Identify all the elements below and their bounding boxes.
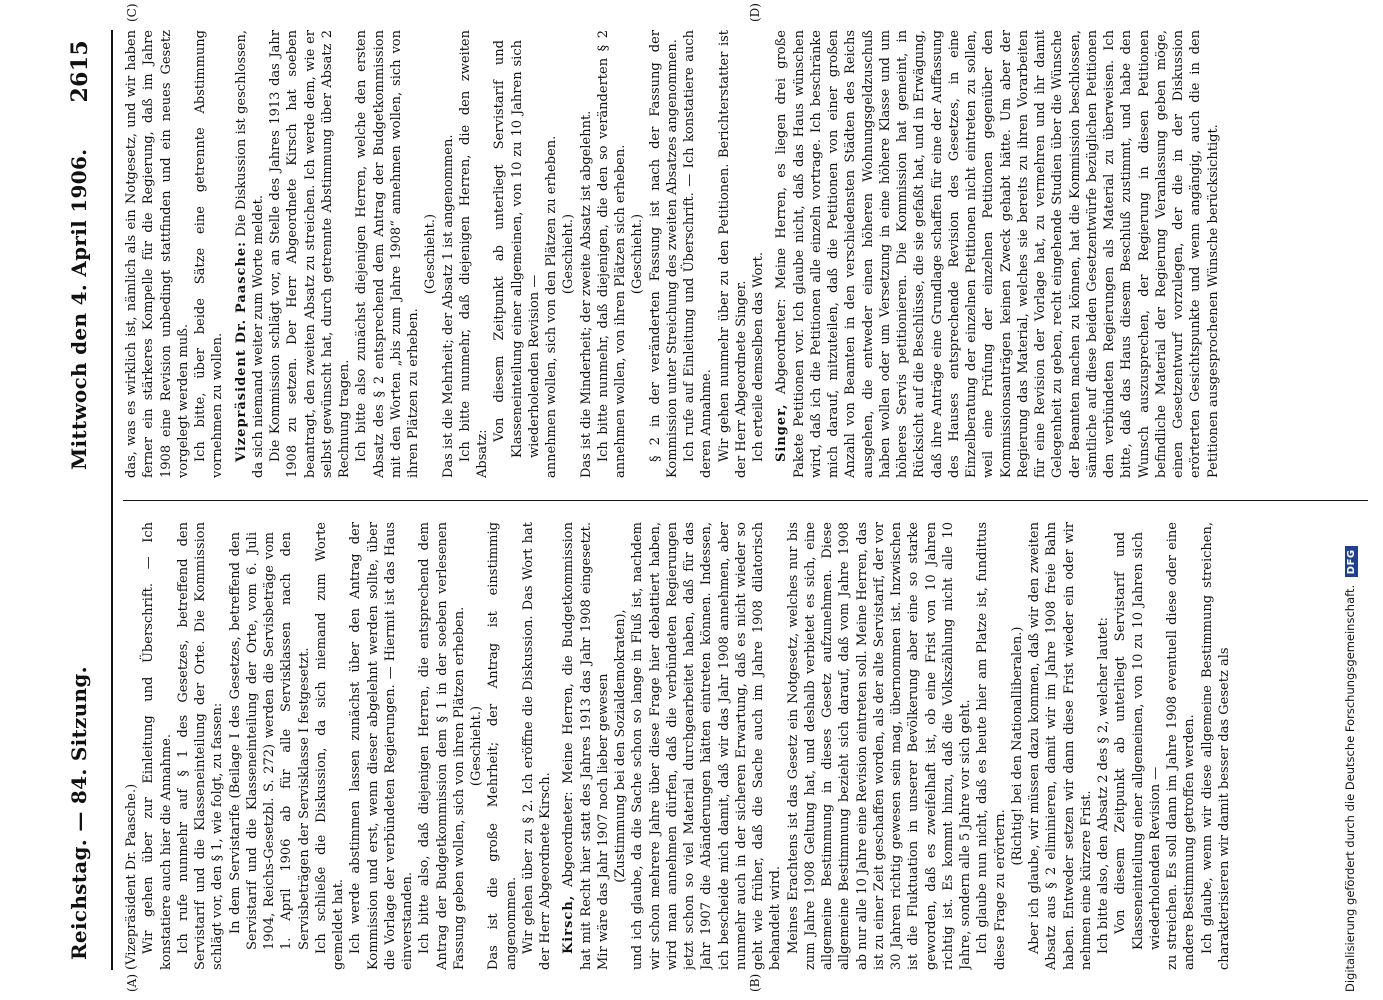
paragraph: Das ist die Minderheit; der zweite Absatz ist abgelehnt. <box>578 110 594 478</box>
paragraph: Meines Erachtens ist das Gesetz ein Notgesetz, welches nur bis zum Jahre 1908 Geltung hat, und deshalb verbietet es sich, eine allgemeine Bestimmung in dieses Gesetz aufzunehmen. Diese allgemeine Bestimmung bezieht sich darauf, daß vom Jahre 1908 ab nur alle 10 Jahre eine Revision eintreten soll. Meine Herren, das ist zu einer Zeit geschaffen worden, als der alte Servistarif, der vor 30 Jahren richtig gewesen sein mag, übernommen ist. Inzwischen ist die Fluktuation in unserer Bevölkerung aber eine so starke geworden, daß es zweifelhaft ist, ob eine Frist von 10 Jahren richtig ist. Es kommt hinzu, daß die Volkszählung nicht alle 10 Jahre, sondern alle 5 Jahre vor sich geht. <box>785 522 973 970</box>
paragraph: Wir gehen nunmehr über zu den Petitionen. Berichterstatter ist der Herr Abgeordnete Singer. <box>716 30 749 478</box>
speaker-name: Vizepräsident Dr. Paasche: <box>233 241 249 462</box>
rotated-page <box>45 0 1380 1000</box>
paragraph: Ich rufe nunmehr auf § 1 des Gesetzes, betreffend den Servistarif und die Klasseneinteilung der Orte. Die Kommission schlägt vor, den § 1, wie folgt, zu fassen: <box>175 522 226 970</box>
left-column <box>123 522 1368 970</box>
quoted-text: In dem Servistarife (Beilage I des Gesetzes, betreffend den Servistarif und die Klasseneinteilung der Orte, vom 6. Juli 1904, Reichs-Gesetzbl. S. 272) werden die Servisbeträge vom 1. April 1906 ab für alle Servisklassen nach den Servisbeträgen der Servisklasse I festgesetzt. <box>227 532 312 950</box>
speech-text: Die Diskussion ist geschlossen, da sich niemand weiter zum Worte meldet. <box>233 30 266 478</box>
paragraph: Ich bitte also zunächst diejenigen Herren, welche den ersten Absatz des § 2 entsprechend dem Antrag der Budgetkommission mit den Worten „bis zum Jahre 1908“ annehmen wollen, sich von ihren Plätzen zu erheben. <box>354 30 421 478</box>
stage-direction: (Geschieht.) <box>469 705 484 787</box>
margin-label-a: (A) <box>125 973 139 992</box>
paragraph: Ich schließe die Diskussion, da sich niemand zum Worte gemeldet hat. <box>313 522 346 970</box>
paragraph: Aber ich glaube, wir müssen dazu kommen, daß wir den zweiten Absatz aus § 2 eliminieren, damit wir im Jahre 1908 freie Bahn haben. Entweder setzen wir dann diese Frist wieder ein oder wir nehmen eine kürzere Frist. <box>1027 522 1094 970</box>
dfg-logo: DFG <box>1345 546 1358 577</box>
column-divider <box>123 500 1368 501</box>
paragraph: Ich rufe auf Einleitung und Überschrift. — Ich konstatiere auch deren Annahme. <box>682 30 715 478</box>
paragraph: Ich bitte, über beide Sätze eine getrennte Abstimmung vornehmen zu wollen. <box>193 30 226 478</box>
paragraph: Ich bitte nunmehr, daß diejenigen, die den so veränderten § 2 annehmen wollen, von ihren Plätzen sich erheben. <box>595 30 628 478</box>
paragraph: Die Kommission schlägt vor, an Stelle des Jahres 1913 das Jahr 1908 zu setzen. Der Herr Abgeordnete Kirsch hat soeben beantragt, den zweiten Absatz zu streichen. Ich werde dem, wie er selbst gewünscht hat, durch getrennte Abstimmung über Absatz 2 Rechnung tragen. <box>268 30 352 478</box>
running-header-right: Mittwoch den 4. April 1906. <box>67 148 91 470</box>
paragraph: Ich erteile demselben das Wort. <box>751 251 766 462</box>
paragraph: Das ist die große Mehrheit; der Antrag ist einstimmig angenommen. <box>486 522 519 970</box>
header-rule <box>111 30 113 970</box>
paragraph: Ich bitte nunmehr, daß diejenigen Herren, die den zweiten Absatz: <box>457 30 490 478</box>
stage-direction: (Geschieht.) <box>423 213 439 295</box>
paragraph: Das ist die Mehrheit; der Absatz 1 ist angenommen. <box>440 134 456 478</box>
paragraph: Wir gehen über zu § 2. Ich eröffne die Diskussion. Das Wort hat der Herr Abgeordnete Kirsch. <box>520 522 553 970</box>
digitization-text: Digitalisierung gefördert durch die Deutsche Forschungsgemeinschaft. <box>1343 584 1357 992</box>
page-number: 2615 <box>67 40 93 103</box>
paragraph: zu streichen. Es soll dann im Jahre 1908 eventuell diese oder eine andere Bestimmung getroffen werden. <box>1165 522 1198 970</box>
margin-label-b: (B) <box>748 973 762 992</box>
paragraph: annehmen wollen, sich von den Plätzen zu erheben. <box>544 135 559 478</box>
margin-label-d: (D) <box>748 3 762 22</box>
paragraph: Ich werde abstimmen lassen zunächst über den Antrag der Kommission und erst, wenn dieser abgelehnt werden sollte, über die Vorlage der verbündeten Regierungen. — Hiermit ist das Haus einverstanden. <box>348 522 415 970</box>
speaker-name: Singer, <box>774 403 790 462</box>
speech-text: Abgeordneter: Meine Herren, die Budgetkommission hat mit Recht hier statt des Jahres 1913 das Jahr 1908 eingesetzt. Mir wäre das Jahr 1907 noch lieber gewesen <box>561 522 611 970</box>
digitization-credit <box>1343 12 1358 992</box>
quoted-text: Von diesem Zeitpunkt ab unterliegt Servistarif und Klasseneinteilung einer allgemeinen, von 10 zu 10 Jahren sich wiederholenden Revision — <box>492 40 542 458</box>
interjection: (Zustimmung bei den Sozialdemokraten), <box>613 609 628 883</box>
paragraph: und ich glaube, da die Sache schon so lange in Fluß ist, nachdem wir schon mehrere Jahre über diese Frage hier debattiert haben, wird man annehmen dürfen, daß die verbündeten Regierungen jetzt schon so viel Material durchgearbeitet haben, daß für das Jahr 1907 die Abänderungen hätten eintreten können. Indessen, ich bescheide mich damit, daß wir das Jahr 1908 annehmen, aber nunmehr auch in der sicheren Erwartung, daß es nicht wieder so geht wie früher, daß die Sache auch im Jahre 1908 dilatorisch behandelt wird. <box>630 522 784 970</box>
paragraph: § 2 in der veränderten Fassung ist nach der Fassung der Kommission unter Streichung des zweiten Absatzes angenommen. <box>647 30 680 478</box>
stage-direction: (Geschieht.) <box>561 213 577 295</box>
quoted-text: Von diesem Zeitpunkt ab unterliegt Servistarif und Klasseneinteilung einer allgemeinen, von 10 zu 10 Jahren sich wiederholenden Revision — <box>1113 532 1163 950</box>
paragraph: Ich bitte also, den Absatz 2 des § 2, welcher lautet: <box>1096 616 1111 954</box>
right-column <box>123 30 1368 478</box>
speech-text: Abgeordneter: Meine Herren, es liegen drei große Pakete Petitionen vor. Ich glaube nicht, daß das Haus wünschen wird, daß ich die Petitionen alle einzeln vortrage. Ich beschränke mich darauf, mitzuteilen, daß die Petitionen von einer großen Anzahl von Beamten in den verschiedensten Städten des Reichs ausgehen, die entweder einen höheren Wohnungsgeldzuschuß haben wollen oder um Versetzung in eine höhere Klasse und um höheres Servis petitionieren. Die Kommission hat gemeint, in Rücksicht auf die Beschlüsse, die sie gefaßt hat, und in Erwägung, daß ihre Anträge eine Grundlage schaffen für eine der Auffassung des Hauses entsprechende Revision des Gesetzes, in eine Einzelberatung der einzelnen Petitionen nicht eintreten zu sollen, weil eine Prüfung der einzelnen Petitionen gegenüber den Kommissionsanträgen keinen Zweck gehabt hätte. Um aber der Regierung das Material, welches sie bereits zu ihren Vorarbeiten für eine Revision der Vorlage hat, zu vermehren und ihr damit Gelegenheit zu geben, recht eingehende Studien über die Wünsche der Beamten machen zu können, hat die Kommission beschlossen, sämtliche auf diese beiden Gesetzentwürfe bezüglichen Petitionen den verbündeten Regierungen als Material zu überweisen. Ich bitte, daß das Haus diesem Beschluß zustimmt, und habe den Wunsch auszusprechen, der Regierung in diesen Petitionen befindliche Material der Regierung Veranlassung geben möge, einen Gesetzentwurf vorzulegen, der die in der Diskussion erörterten Gesichtspunkte und wenn angängig, auch die in den Petitionen ausgesprochenen Wünsche berücksichtigt. <box>774 30 1221 478</box>
speaker-name: Kirsch, <box>561 894 577 954</box>
stage-direction: (Geschieht.) <box>630 213 646 295</box>
paragraph: Ich glaube nun nicht, daß es heute hier am Platze ist, fundittus diese Frage zu erörtern. <box>975 522 1008 970</box>
interjection: (Richtig! bei den Nationalliberalen.) <box>1009 626 1025 866</box>
running-header-left: Reichstag. — 84. Sitzung. <box>67 666 91 960</box>
paragraph: Ich glaube, wenn wir diese allgemeine Bestimmung streichen, charakterisieren wir damit besser das Gesetz als <box>1199 522 1232 970</box>
speaker-note: (Vizepräsident Dr. Paasche.) <box>124 783 139 970</box>
paragraph: Wir gehen über zur Einleitung und Überschrift. — Ich konstatiere auch hier die Annahme. <box>141 522 174 970</box>
paragraph: das, was es wirklich ist, nämlich als ein Notgesetz, und wir haben ferner ein stärkeres Kompelle für die Regierung, daß im Jahre 1908 eine Revision unbedingt stattfinden und ein neues Gesetz vorgelegt werden muß. <box>124 30 191 478</box>
paragraph: Ich bitte also, daß diejenigen Herren, die entsprechend dem Antrag der Budgetkommission dem § 1 in der soeben verlesenen Fassung geben wollen, sich von ihren Plätzen erheben. <box>417 522 467 970</box>
margin-label-c: (C) <box>125 3 139 22</box>
